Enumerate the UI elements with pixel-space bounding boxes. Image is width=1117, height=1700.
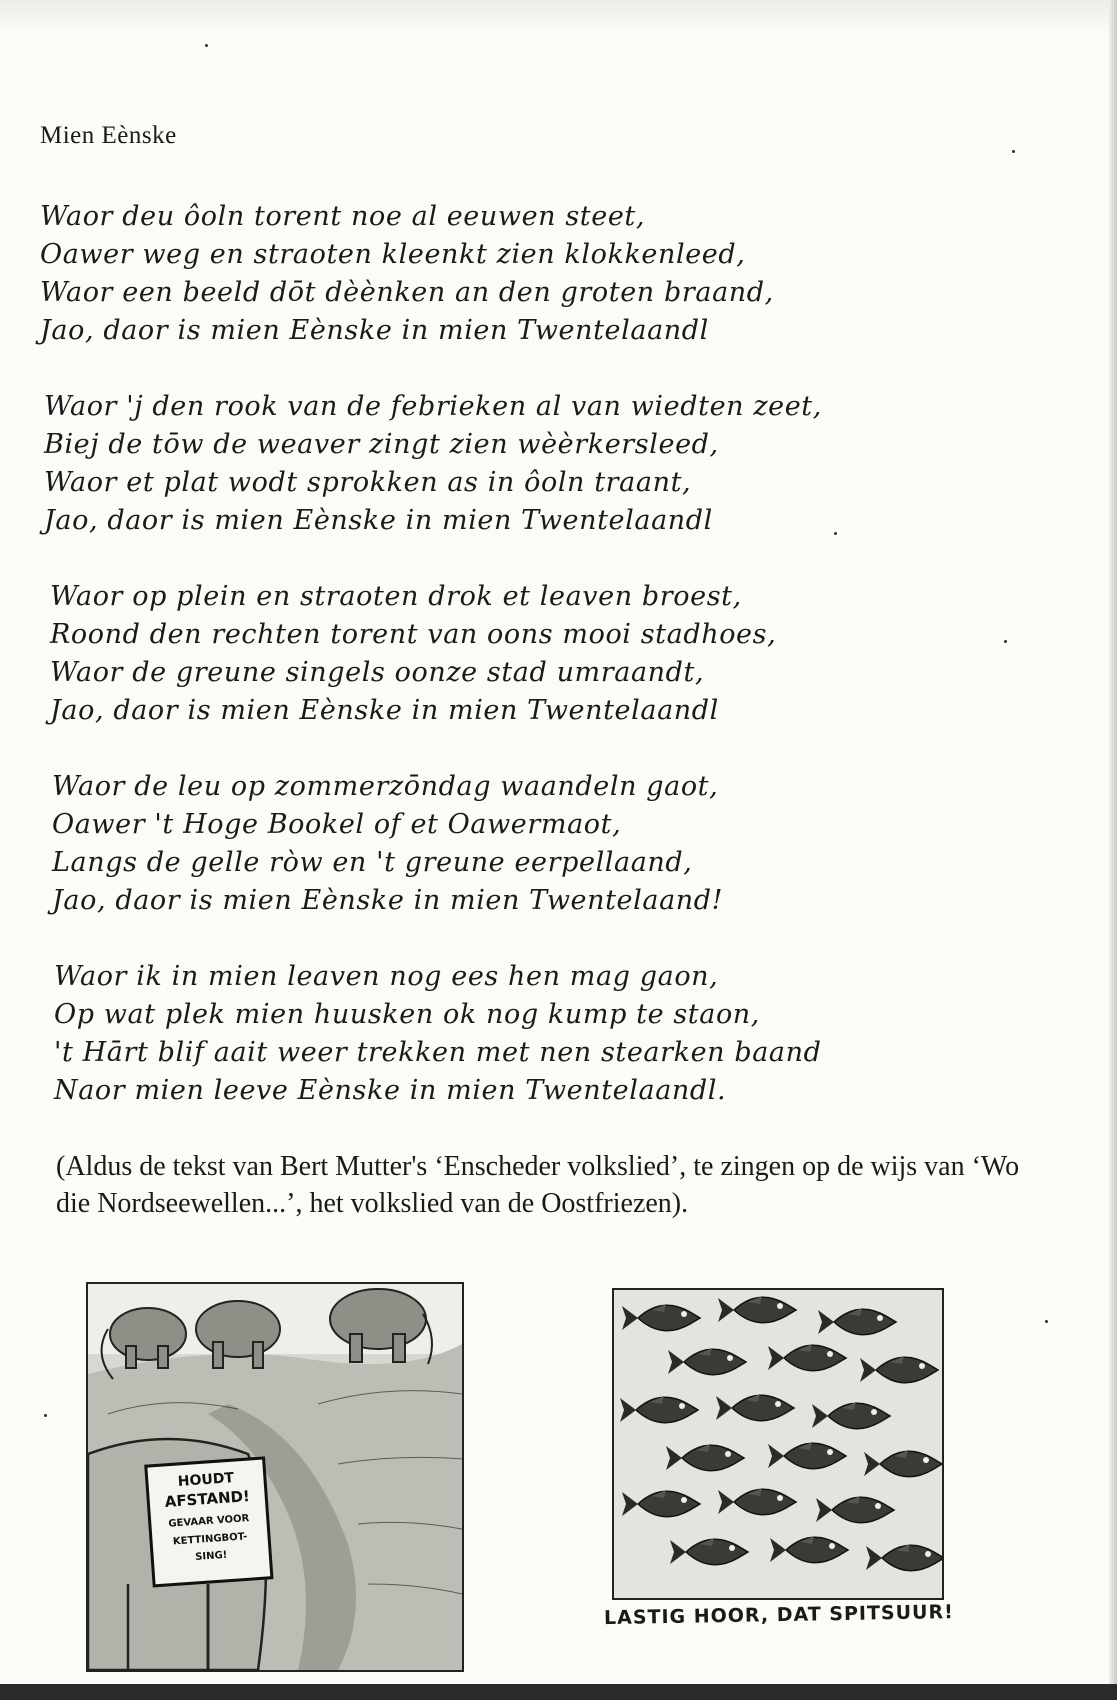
sign-line: GEVAAR VOOR	[168, 1513, 250, 1530]
poem-line: Waor 'j den rook van de febrieken al van wiedten zeet,	[44, 391, 822, 422]
poem-line: Oawer weg en straoten kleenkt zien klokkenleed,	[40, 239, 746, 270]
poem-line: Jao, daor is mien Eènske in mien Twentelaand!	[52, 885, 724, 916]
fish-cartoon	[612, 1288, 944, 1600]
sign-line: HOUDT	[177, 1470, 235, 1490]
stanza-3	[50, 578, 940, 730]
source-note: (Aldus de tekst van Bert Mutter's ‘Enscheder volkslied’, te zingen op de wijs van ‘Wo die Nordseewellen...’, het volkslied van de Oostfriezen).	[56, 1151, 1020, 1219]
scan-speck	[1012, 150, 1015, 153]
poem-line: Waor deu ôoln torent noe al eeuwen steet,	[40, 201, 646, 232]
elephant-cartoon-drawing	[88, 1284, 462, 1670]
sign-line: KETTINGBOT-	[172, 1531, 248, 1548]
sign-line: AFSTAND!	[164, 1487, 251, 1511]
sign-line: SING!	[194, 1549, 228, 1563]
poem-body	[40, 198, 940, 1148]
page-top-shadow	[0, 0, 1117, 34]
stanza-4	[52, 768, 940, 920]
poem-line: Jao, daor is mien Eènske in mien Twentelaandl	[44, 505, 713, 536]
poem-line: Waor ik in mien leaven nog ees hen mag gaon,	[54, 961, 719, 992]
stanza-2	[44, 388, 940, 540]
poem-title: Mien Eènske	[40, 122, 177, 149]
poem-line: Waor een beeld dōt dèènken an den groten braand,	[40, 277, 774, 308]
scan-speck	[834, 532, 837, 535]
poem-line: Biej de tōw de weaver zingt zien wèèrkersleed,	[44, 429, 719, 460]
stanza-1	[40, 198, 940, 350]
fish-cartoon-caption: LASTIG HOOR, DAT SPITSUUR!	[603, 1601, 954, 1630]
poem-line: 't Hārt blif aait weer trekken met nen stearken baand	[54, 1037, 822, 1068]
scan-speck	[1045, 1320, 1048, 1323]
poem-line: Roond den rechten torent van oons mooi stadhoes,	[50, 619, 777, 650]
poem-line: Waor de greune singels oonze stad umraandt,	[50, 657, 705, 688]
poem-line: Jao, daor is mien Eènske in mien Twentelaandl	[40, 315, 709, 346]
poem-line: Waor de leu op zommerzōndag waandeln gaot,	[52, 771, 719, 802]
scan-speck	[44, 1414, 47, 1417]
poem-line: Waor et plat wodt sprokken as in ôoln traant,	[44, 467, 692, 498]
page-right-edge	[1109, 0, 1117, 1700]
poem-line: Naor mien leeve Eènske in mien Twentelaandl.	[54, 1075, 727, 1106]
scan-speck	[1004, 640, 1007, 643]
poem-line: Langs de gelle ròw en 't greune eerpellaand,	[52, 847, 693, 878]
poem-line: Waor op plein en straoten drok et leaven broest,	[50, 581, 742, 612]
stanza-5	[54, 958, 940, 1110]
poem-line: Op wat plek mien huusken ok nog kump te staon,	[54, 999, 760, 1030]
poem-line: Jao, daor is mien Eènske in mien Twentelaandl	[50, 695, 719, 726]
scan-speck	[205, 44, 208, 47]
poem-line: Oawer 't Hoge Bookel of et Oawermaot,	[52, 809, 622, 840]
page-bottom-edge	[0, 1684, 1117, 1700]
fish-cartoon-drawing	[614, 1290, 942, 1598]
elephant-cartoon	[86, 1282, 464, 1672]
